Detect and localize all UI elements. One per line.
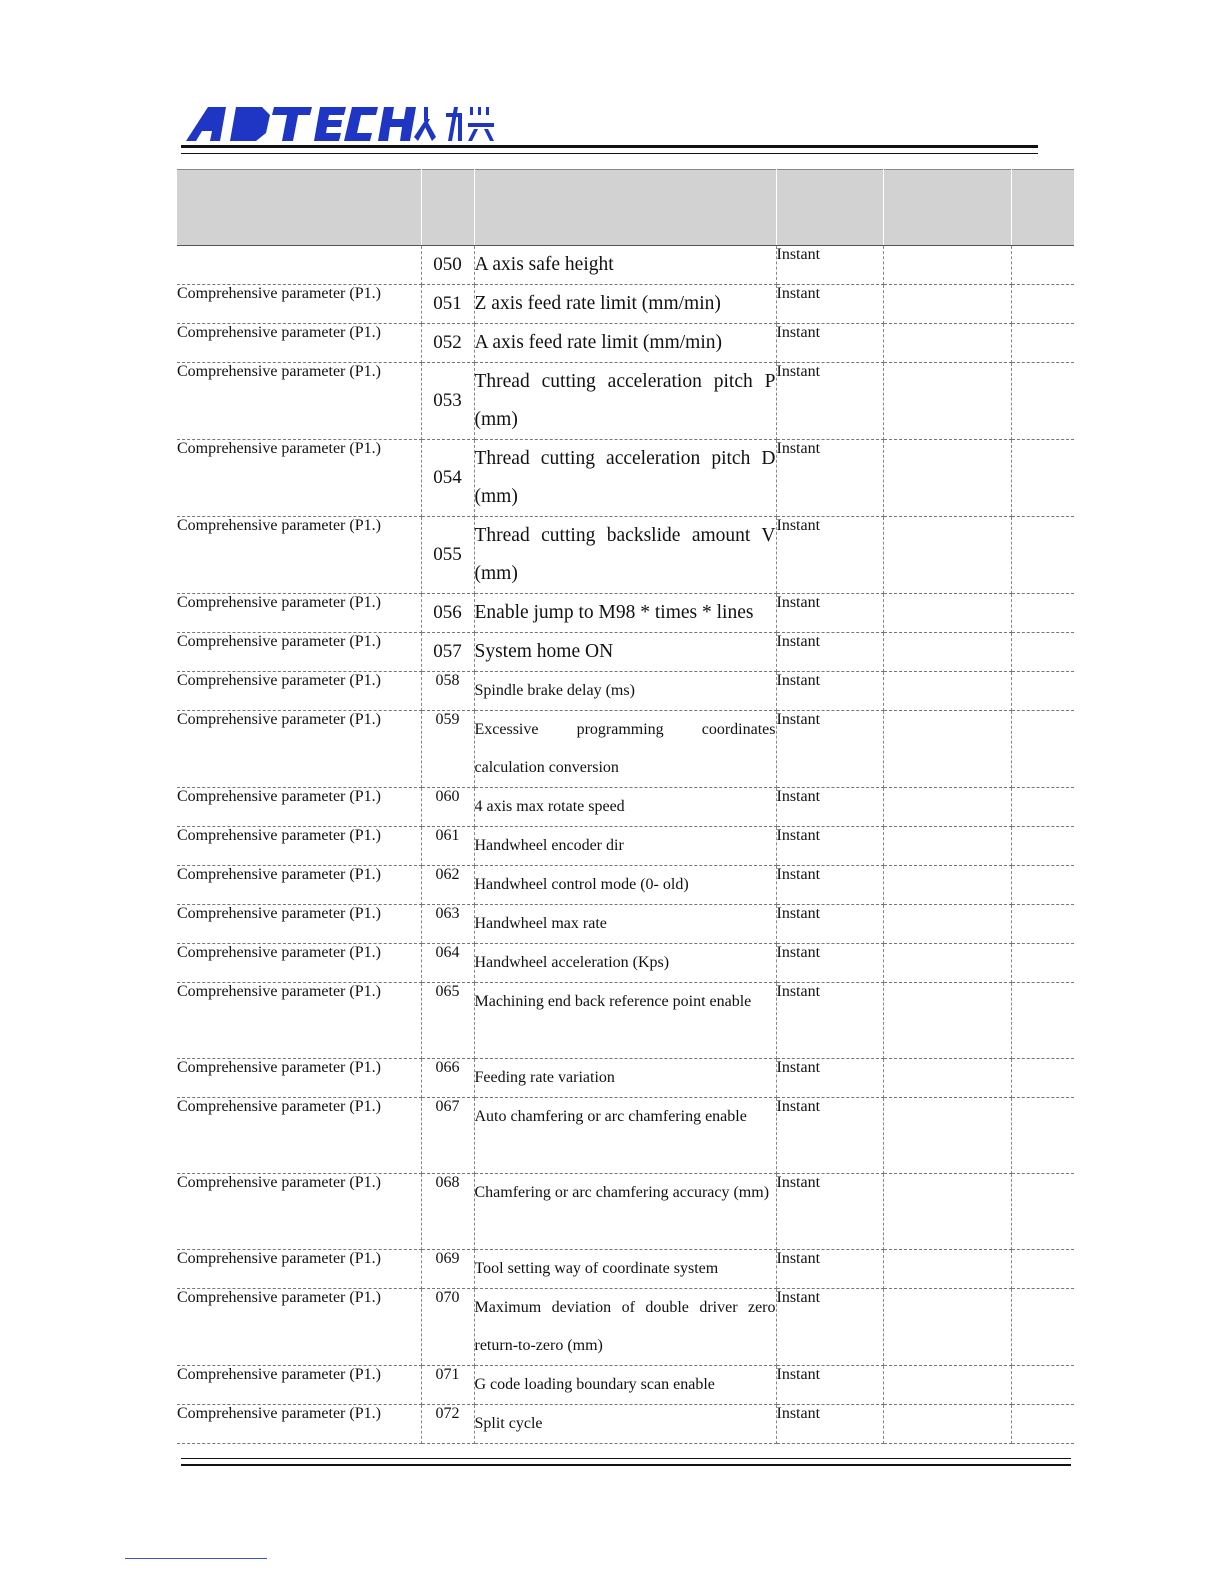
table-row — [177, 905, 1074, 944]
param-effect: Instant — [776, 1059, 883, 1098]
param-range — [883, 594, 1011, 633]
param-range — [883, 672, 1011, 711]
param-default — [1011, 1405, 1074, 1444]
param-category: Comprehensive parameter (P1.) — [177, 1405, 421, 1444]
table-row — [177, 594, 1074, 633]
param-range — [883, 1289, 1011, 1366]
param-default — [1011, 1174, 1074, 1250]
param-number: 064 — [421, 944, 474, 983]
param-default — [1011, 285, 1074, 324]
param-effect: Instant — [776, 440, 883, 517]
param-number: 061 — [421, 827, 474, 866]
param-name: Handwheel control mode (0- old) — [474, 866, 776, 905]
param-range — [883, 1366, 1011, 1405]
param-number: 068 — [421, 1174, 474, 1250]
param-number: 070 — [421, 1289, 474, 1366]
param-default — [1011, 594, 1074, 633]
param-category: Comprehensive parameter (P1.) — [177, 324, 421, 363]
param-name: Feeding rate variation — [474, 1059, 776, 1098]
param-number: 059 — [421, 711, 474, 788]
adtech-logo — [186, 103, 496, 145]
param-category: Comprehensive parameter (P1.) — [177, 1250, 421, 1289]
header-cell-default — [1011, 170, 1074, 246]
table-row — [177, 1405, 1074, 1444]
header-cell-category — [177, 170, 421, 246]
param-default — [1011, 788, 1074, 827]
param-range — [883, 827, 1011, 866]
header-cell-effect — [776, 170, 883, 246]
table-row — [177, 363, 1074, 440]
param-category: Comprehensive parameter (P1.) — [177, 517, 421, 594]
param-effect: Instant — [776, 363, 883, 440]
param-number: 065 — [421, 983, 474, 1059]
param-effect: Instant — [776, 1289, 883, 1366]
param-range — [883, 983, 1011, 1059]
param-range — [883, 905, 1011, 944]
param-effect: Instant — [776, 1366, 883, 1405]
param-name: Machining end back reference point enable — [474, 983, 776, 1059]
param-number: 071 — [421, 1366, 474, 1405]
footer-link-underline — [125, 1558, 267, 1559]
param-effect: Instant — [776, 594, 883, 633]
param-name: Chamfering or arc chamfering accuracy (mm) — [474, 1174, 776, 1250]
param-number: 056 — [421, 594, 474, 633]
param-name: 4 axis max rotate speed — [474, 788, 776, 827]
param-effect: Instant — [776, 944, 883, 983]
param-category: Comprehensive parameter (P1.) — [177, 672, 421, 711]
param-category — [177, 246, 421, 285]
table-header — [177, 170, 1074, 246]
param-number: 051 — [421, 285, 474, 324]
param-number: 066 — [421, 1059, 474, 1098]
param-name: Z axis feed rate limit (mm/min) — [474, 285, 776, 324]
table-row — [177, 944, 1074, 983]
param-name: Split cycle — [474, 1405, 776, 1444]
header-cell-range — [883, 170, 1011, 246]
param-category: Comprehensive parameter (P1.) — [177, 440, 421, 517]
param-range — [883, 1098, 1011, 1174]
table-row — [177, 983, 1074, 1059]
param-number: 060 — [421, 788, 474, 827]
param-name: Tool setting way of coordinate system — [474, 1250, 776, 1289]
param-category: Comprehensive parameter (P1.) — [177, 594, 421, 633]
param-name: Handwheel max rate — [474, 905, 776, 944]
param-range — [883, 1405, 1011, 1444]
param-category: Comprehensive parameter (P1.) — [177, 1059, 421, 1098]
param-category: Comprehensive parameter (P1.) — [177, 363, 421, 440]
param-category: Comprehensive parameter (P1.) — [177, 944, 421, 983]
table-row — [177, 285, 1074, 324]
param-number: 062 — [421, 866, 474, 905]
param-default — [1011, 827, 1074, 866]
param-category: Comprehensive parameter (P1.) — [177, 1098, 421, 1174]
table-row — [177, 1174, 1074, 1250]
param-name: Thread cutting acceleration pitch P (mm) — [474, 363, 776, 440]
param-number: 072 — [421, 1405, 474, 1444]
param-name: A axis feed rate limit (mm/min) — [474, 324, 776, 363]
param-range — [883, 1174, 1011, 1250]
header-cell-number — [421, 170, 474, 246]
param-effect: Instant — [776, 517, 883, 594]
table-row — [177, 246, 1074, 285]
param-default — [1011, 711, 1074, 788]
param-name: Enable jump to M98 * times * lines — [474, 594, 776, 633]
param-effect: Instant — [776, 285, 883, 324]
param-name: Handwheel encoder dir — [474, 827, 776, 866]
header-cell-name — [474, 170, 776, 246]
param-range — [883, 246, 1011, 285]
param-effect: Instant — [776, 1174, 883, 1250]
param-default — [1011, 866, 1074, 905]
param-category: Comprehensive parameter (P1.) — [177, 633, 421, 672]
table-row — [177, 866, 1074, 905]
param-range — [883, 788, 1011, 827]
param-effect: Instant — [776, 983, 883, 1059]
param-name: A axis safe height — [474, 246, 776, 285]
param-category: Comprehensive parameter (P1.) — [177, 905, 421, 944]
param-category: Comprehensive parameter (P1.) — [177, 1366, 421, 1405]
param-number: 058 — [421, 672, 474, 711]
param-number: 052 — [421, 324, 474, 363]
table-row — [177, 711, 1074, 788]
param-default — [1011, 944, 1074, 983]
param-number: 069 — [421, 1250, 474, 1289]
param-number: 053 — [421, 363, 474, 440]
param-effect: Instant — [776, 246, 883, 285]
param-effect: Instant — [776, 324, 883, 363]
param-default — [1011, 1289, 1074, 1366]
table-row — [177, 1059, 1074, 1098]
table-row — [177, 1289, 1074, 1366]
param-effect: Instant — [776, 633, 883, 672]
param-category: Comprehensive parameter (P1.) — [177, 1174, 421, 1250]
param-effect: Instant — [776, 711, 883, 788]
param-default — [1011, 517, 1074, 594]
param-effect: Instant — [776, 788, 883, 827]
param-effect: Instant — [776, 827, 883, 866]
param-range — [883, 866, 1011, 905]
param-default — [1011, 1098, 1074, 1174]
footer-rule-thin — [181, 1458, 1071, 1459]
param-effect: Instant — [776, 1098, 883, 1174]
table-body — [177, 246, 1074, 1444]
param-category: Comprehensive parameter (P1.) — [177, 983, 421, 1059]
table-row — [177, 517, 1074, 594]
param-default — [1011, 633, 1074, 672]
table-row — [177, 633, 1074, 672]
param-default — [1011, 246, 1074, 285]
param-name: Auto chamfering or arc chamfering enable — [474, 1098, 776, 1174]
table-row — [177, 827, 1074, 866]
param-effect: Instant — [776, 1405, 883, 1444]
param-range — [883, 440, 1011, 517]
param-name: Maximum deviation of double driver zero return-to-zero (mm) — [474, 1289, 776, 1366]
param-default — [1011, 363, 1074, 440]
param-number: 067 — [421, 1098, 474, 1174]
param-default — [1011, 1059, 1074, 1098]
param-range — [883, 1059, 1011, 1098]
header-rule-thick — [181, 145, 1038, 148]
param-effect: Instant — [776, 672, 883, 711]
param-effect: Instant — [776, 905, 883, 944]
param-category: Comprehensive parameter (P1.) — [177, 788, 421, 827]
param-default — [1011, 324, 1074, 363]
param-name: System home ON — [474, 633, 776, 672]
param-range — [883, 324, 1011, 363]
param-range — [883, 711, 1011, 788]
table-row — [177, 440, 1074, 517]
param-name: Thread cutting acceleration pitch D (mm) — [474, 440, 776, 517]
param-name: Handwheel acceleration (Kps) — [474, 944, 776, 983]
param-number: 055 — [421, 517, 474, 594]
param-effect: Instant — [776, 1250, 883, 1289]
param-range — [883, 517, 1011, 594]
param-default — [1011, 1366, 1074, 1405]
param-category: Comprehensive parameter (P1.) — [177, 285, 421, 324]
table-row — [177, 1098, 1074, 1174]
param-number: 057 — [421, 633, 474, 672]
footer-rule-thick — [181, 1464, 1071, 1466]
table-row — [177, 788, 1074, 827]
parameter-table — [177, 169, 1074, 1444]
table-row — [177, 324, 1074, 363]
table-row — [177, 1250, 1074, 1289]
param-name: G code loading boundary scan enable — [474, 1366, 776, 1405]
header-rule-thin — [181, 153, 1038, 154]
param-range — [883, 633, 1011, 672]
param-category: Comprehensive parameter (P1.) — [177, 711, 421, 788]
param-range — [883, 363, 1011, 440]
table-row — [177, 1366, 1074, 1405]
param-range — [883, 285, 1011, 324]
param-number: 054 — [421, 440, 474, 517]
param-default — [1011, 1250, 1074, 1289]
param-default — [1011, 440, 1074, 517]
param-range — [883, 1250, 1011, 1289]
table-row — [177, 672, 1074, 711]
param-default — [1011, 983, 1074, 1059]
param-default — [1011, 905, 1074, 944]
param-category: Comprehensive parameter (P1.) — [177, 866, 421, 905]
param-effect: Instant — [776, 866, 883, 905]
param-name: Spindle brake delay (ms) — [474, 672, 776, 711]
param-range — [883, 944, 1011, 983]
param-category: Comprehensive parameter (P1.) — [177, 827, 421, 866]
param-name: Excessive programming coordinates calculation conversion — [474, 711, 776, 788]
param-name: Thread cutting backslide amount V (mm) — [474, 517, 776, 594]
param-number: 050 — [421, 246, 474, 285]
param-default — [1011, 672, 1074, 711]
param-number: 063 — [421, 905, 474, 944]
param-category: Comprehensive parameter (P1.) — [177, 1289, 421, 1366]
